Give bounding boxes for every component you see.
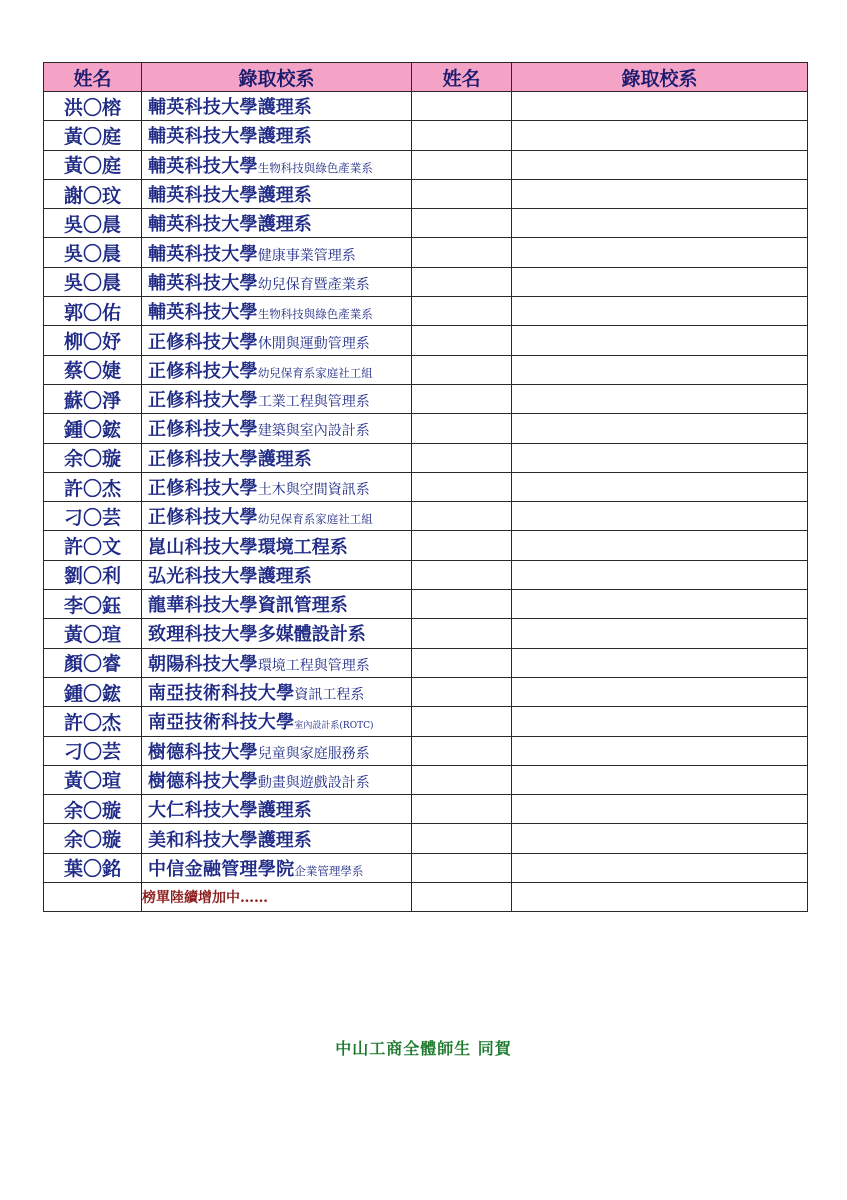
student-name: 吳〇晨 [44, 238, 142, 267]
department-name: 環境工程與管理系 [257, 657, 370, 674]
header-school-right: 錄取校系 [512, 63, 808, 92]
empty-school-cell [512, 707, 808, 736]
university-name: 輔英科技大學 [148, 272, 258, 294]
empty-name-cell [412, 443, 512, 472]
congratulations-footer: 中山工商全體師生 同賀 [335, 1039, 512, 1058]
department-name: 休閒與運動管理系 [257, 335, 370, 352]
student-name: 許〇文 [44, 531, 142, 560]
header-name-left: 姓名 [44, 63, 142, 92]
student-name: 許〇杰 [44, 472, 142, 501]
empty-school-cell [512, 795, 808, 824]
admitted-program [142, 414, 412, 443]
table-row [44, 267, 808, 296]
table-row [44, 677, 808, 706]
university-name: 弘光科技大學 [148, 565, 258, 587]
university-name: 南亞技術科技大學 [148, 712, 295, 734]
admitted-program [142, 795, 412, 824]
empty-name-cell [412, 472, 512, 501]
empty-school-cell [512, 648, 808, 677]
header-school-left: 錄取校系 [142, 63, 412, 92]
table-row [44, 795, 808, 824]
empty-name-cell [412, 179, 512, 208]
student-name: 葉〇銘 [44, 853, 142, 882]
header-name-right: 姓名 [412, 63, 512, 92]
table-row [44, 619, 808, 648]
empty-name-cell [412, 326, 512, 355]
admitted-program [142, 267, 412, 296]
department-name: 土木與空間資訊系 [257, 482, 370, 498]
admitted-program [142, 355, 412, 384]
admitted-program [142, 648, 412, 677]
admitted-program [142, 824, 412, 853]
department-name: 護理系 [257, 214, 312, 236]
table-row [44, 443, 808, 472]
table-row [44, 414, 808, 443]
university-name: 正修科技大學 [148, 478, 258, 499]
student-name: 鍾〇鋐 [44, 677, 142, 706]
student-name: 吳〇晨 [44, 209, 142, 238]
university-name: 正修科技大學 [148, 419, 258, 441]
university-name: 樹德科技大學 [148, 741, 258, 763]
department-name: 護理系 [257, 126, 312, 148]
pending-note: 榜單陸續增加中…… [142, 883, 412, 912]
department-name: 幼兒保育系家庭社工組 [257, 365, 373, 380]
empty-school-cell [512, 238, 808, 267]
empty-school-cell [512, 502, 808, 531]
empty-school-cell [512, 443, 808, 472]
empty-name-cell [412, 619, 512, 648]
admitted-program [142, 92, 412, 121]
table-row [44, 707, 808, 736]
table-row [44, 326, 808, 355]
admitted-program [142, 560, 412, 589]
empty-name-cell [412, 590, 512, 619]
empty-school-cell [512, 179, 808, 208]
student-name: 蘇〇淨 [44, 384, 142, 413]
department-name: 多媒體設計系 [257, 624, 366, 646]
university-name: 正修科技大學 [148, 360, 258, 382]
university-name: 輔英科技大學 [148, 243, 258, 265]
university-name: 輔英科技大學 [148, 214, 258, 236]
empty-school-cell [512, 824, 808, 853]
table-row [44, 92, 808, 121]
admitted-program [142, 502, 412, 531]
empty-school-cell [512, 150, 808, 179]
table-row [44, 150, 808, 179]
student-name: 吳〇晨 [44, 267, 142, 296]
student-name: 許〇杰 [44, 707, 142, 736]
university-name: 輔英科技大學 [148, 302, 258, 324]
student-name: 劉〇利 [44, 560, 142, 589]
department-name: 護理系 [257, 97, 312, 119]
department-name: 護理系 [257, 448, 312, 470]
empty-name-cell [412, 824, 512, 853]
university-name: 南亞技術科技大學 [148, 683, 295, 705]
empty-school-cell [512, 267, 808, 296]
student-name: 余〇璇 [44, 795, 142, 824]
department-name: 資訊工程系 [294, 687, 365, 704]
table-row [44, 765, 808, 794]
table-body [44, 92, 808, 912]
table-row [44, 238, 808, 267]
student-name: 余〇璇 [44, 824, 142, 853]
department-name: 建築與室內設計系 [257, 423, 370, 440]
empty-school-cell [512, 92, 808, 121]
student-name: 余〇璇 [44, 443, 142, 472]
university-name: 輔英科技大學 [148, 185, 258, 207]
empty-school-cell [512, 883, 808, 912]
university-name: 大仁科技大學 [148, 800, 258, 822]
admitted-program [142, 297, 412, 326]
department-name: 動畫與遊戲設計系 [257, 774, 370, 791]
admitted-program [142, 531, 412, 560]
admitted-program [142, 209, 412, 238]
empty-name-cell [412, 355, 512, 384]
empty-name-cell [412, 736, 512, 765]
department-name: 資訊管理系 [257, 595, 348, 617]
department-name: 生物科技與綠色產業系 [257, 307, 373, 322]
empty-school-cell [512, 121, 808, 150]
admitted-program [142, 736, 412, 765]
university-name: 輔英科技大學 [148, 97, 258, 119]
empty-name-cell [412, 648, 512, 677]
student-name: 黃〇庭 [44, 121, 142, 150]
admitted-program [142, 765, 412, 794]
admitted-program [142, 677, 412, 706]
table-row [44, 384, 808, 413]
empty-name-cell [412, 502, 512, 531]
department-name: 護理系 [257, 800, 312, 822]
empty-school-cell [512, 414, 808, 443]
empty-school-cell [512, 765, 808, 794]
admitted-program [142, 150, 412, 179]
admitted-program [142, 238, 412, 267]
department-name: 企業管理學系 [294, 863, 364, 878]
department-name: 幼兒保育系家庭社工組 [257, 512, 373, 527]
admitted-program [142, 853, 412, 882]
student-name: 柳〇妤 [44, 326, 142, 355]
empty-name-cell [412, 238, 512, 267]
department-name: 環境工程系 [257, 536, 348, 558]
department-name: 護理系 [257, 185, 312, 207]
university-name: 龍華科技大學 [148, 595, 258, 617]
university-name: 中信金融管理學院 [148, 858, 295, 880]
department-name: 幼兒保育暨產業系 [257, 276, 370, 293]
university-name: 崑山科技大學 [148, 536, 258, 558]
department-name: 兒童與家庭服務系 [257, 745, 370, 762]
empty-name-cell [412, 531, 512, 560]
empty-school-cell [512, 590, 808, 619]
table-header-row [44, 63, 808, 92]
empty-name-cell [412, 121, 512, 150]
empty-school-cell [512, 355, 808, 384]
admitted-program [142, 121, 412, 150]
table-row [44, 502, 808, 531]
department-name: 護理系 [257, 829, 312, 851]
university-name: 正修科技大學 [148, 390, 258, 412]
university-name: 輔英科技大學 [148, 155, 258, 177]
empty-school-cell [512, 853, 808, 882]
empty-name-cell [412, 92, 512, 121]
empty-name-cell [412, 795, 512, 824]
empty-school-cell [512, 619, 808, 648]
student-name: 刁〇芸 [44, 736, 142, 765]
table-row [44, 209, 808, 238]
empty-name-cell [412, 384, 512, 413]
empty-school-cell [512, 736, 808, 765]
department-name: 健康事業管理系 [257, 247, 356, 264]
empty-name-cell [412, 765, 512, 794]
university-name: 樹德科技大學 [148, 770, 258, 792]
empty-name-cell [412, 297, 512, 326]
empty-school-cell [512, 326, 808, 355]
table-row [44, 590, 808, 619]
student-name: 黃〇瑄 [44, 619, 142, 648]
student-name: 蔡〇婕 [44, 355, 142, 384]
empty-school-cell [512, 531, 808, 560]
empty-school-cell [512, 677, 808, 706]
admitted-program [142, 590, 412, 619]
university-name: 美和科技大學 [148, 829, 258, 851]
table-row [44, 736, 808, 765]
table-row [44, 355, 808, 384]
student-name: 刁〇芸 [44, 502, 142, 531]
empty-name-cell [412, 677, 512, 706]
empty-name-cell [412, 707, 512, 736]
empty-school-cell [512, 384, 808, 413]
university-name: 正修科技大學 [148, 448, 258, 470]
empty-name-cell [412, 853, 512, 882]
department-name: 工業工程與管理系 [257, 394, 370, 411]
empty-name-cell [412, 883, 512, 912]
student-name: 顏〇睿 [44, 648, 142, 677]
empty-name-cell [44, 883, 142, 912]
empty-school-cell [512, 297, 808, 326]
table-row [44, 179, 808, 208]
admission-table [43, 62, 808, 912]
table-row [44, 560, 808, 589]
empty-name-cell [412, 414, 512, 443]
university-name: 輔英科技大學 [148, 126, 258, 148]
table-row-pending [44, 883, 808, 912]
table-row [44, 121, 808, 150]
university-name: 正修科技大學 [148, 331, 258, 353]
student-name: 鍾〇鋐 [44, 414, 142, 443]
table-row [44, 824, 808, 853]
department-name: 護理系 [257, 565, 312, 587]
table-row [44, 297, 808, 326]
empty-school-cell [512, 472, 808, 501]
empty-name-cell [412, 560, 512, 589]
empty-name-cell [412, 209, 512, 238]
student-name: 黃〇瑄 [44, 765, 142, 794]
table-row [44, 531, 808, 560]
department-name: 室內設計系(ROTC) [294, 721, 374, 732]
empty-name-cell [412, 267, 512, 296]
empty-name-cell [412, 150, 512, 179]
empty-school-cell [512, 560, 808, 589]
empty-school-cell [512, 209, 808, 238]
student-name: 謝〇玟 [44, 179, 142, 208]
table-row [44, 853, 808, 882]
admitted-program [142, 384, 412, 413]
university-name: 致理科技大學 [148, 624, 258, 646]
table-row [44, 472, 808, 501]
admitted-program [142, 179, 412, 208]
department-name: 生物科技與綠色產業系 [257, 160, 373, 175]
admitted-program [142, 619, 412, 648]
student-name: 郭〇佑 [44, 297, 142, 326]
table-row [44, 648, 808, 677]
student-name: 黃〇庭 [44, 150, 142, 179]
admitted-program [142, 472, 412, 501]
student-name: 李〇鈺 [44, 590, 142, 619]
admitted-program [142, 443, 412, 472]
admitted-program [142, 707, 412, 736]
admitted-program [142, 326, 412, 355]
university-name: 朝陽科技大學 [148, 653, 258, 675]
university-name: 正修科技大學 [148, 507, 258, 529]
student-name: 洪〇榕 [44, 92, 142, 121]
